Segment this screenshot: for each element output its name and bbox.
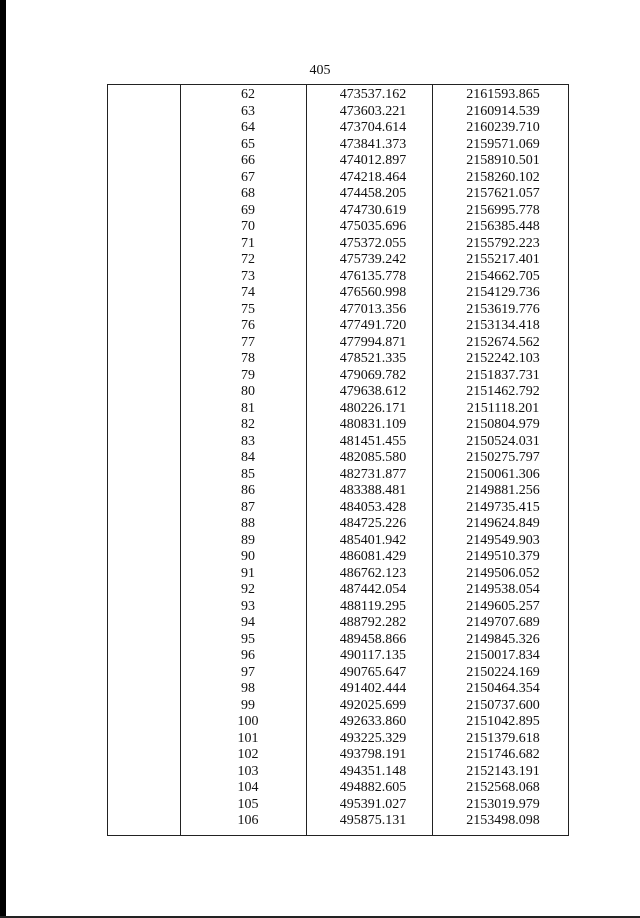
table-row: [108, 698, 568, 715]
point-number-cell: 64: [241, 120, 255, 135]
x-coordinate-cell: 490765.647: [339, 664, 407, 680]
table-row: [108, 368, 568, 385]
left-margin-rule: [0, 0, 6, 918]
y-coordinate-cell: 2149510.379: [466, 549, 540, 564]
x-coordinate-cell: 491402.444: [339, 681, 407, 696]
x-coordinate-cell: 480226.171: [339, 400, 407, 416]
y-coordinate-cell: 2152674.562: [466, 334, 540, 350]
y-coordinate-cell: 2154129.736: [466, 285, 540, 300]
table-row: [108, 203, 568, 220]
point-number-cell: 98: [241, 681, 255, 696]
x-coordinate-cell: 487442.054: [339, 582, 407, 597]
point-number-cell: 93: [241, 598, 255, 614]
table-row: [108, 780, 568, 797]
point-number-cell: 63: [241, 103, 255, 119]
y-coordinate-cell: 2156385.448: [466, 219, 540, 234]
x-coordinate-cell: 476135.778: [339, 268, 407, 284]
x-coordinate-cell: 492633.860: [339, 714, 407, 729]
x-coordinate-cell: 495875.131: [339, 813, 407, 828]
point-number-cell: 76: [241, 318, 255, 333]
point-number-cell: 89: [241, 532, 255, 548]
y-coordinate-cell: 2150061.306: [466, 466, 540, 482]
point-number-cell: 101: [237, 730, 259, 746]
table-row: [108, 104, 568, 121]
point-number-cell: 78: [241, 351, 255, 366]
point-number-cell: 77: [241, 334, 255, 350]
table-row: [108, 252, 568, 269]
table-row: [108, 137, 568, 154]
y-coordinate-cell: 2149549.903: [466, 532, 540, 548]
table-row: [108, 665, 568, 682]
point-number-cell: 73: [241, 268, 255, 284]
point-number-cell: 88: [241, 516, 255, 531]
y-coordinate-cell: 2151379.618: [466, 730, 540, 746]
y-coordinate-cell: 2149605.257: [466, 598, 540, 614]
point-number-cell: 106: [237, 813, 259, 828]
x-coordinate-cell: 494351.148: [339, 763, 407, 779]
table-row: [108, 120, 568, 137]
point-number-cell: 70: [241, 219, 255, 234]
table-row: [108, 302, 568, 319]
table-row: [108, 599, 568, 616]
x-coordinate-cell: 474218.464: [339, 169, 407, 185]
point-number-cell: 100: [237, 714, 259, 729]
x-coordinate-cell: 477013.356: [339, 301, 407, 317]
x-coordinate-cell: 495391.027: [339, 796, 407, 812]
y-coordinate-cell: 2152568.068: [466, 780, 540, 795]
y-coordinate-cell: 2149735.415: [466, 499, 540, 515]
page-number: 405: [309, 63, 331, 78]
table-row: [108, 417, 568, 434]
table-row: [108, 318, 568, 335]
x-coordinate-cell: 494882.605: [339, 780, 407, 795]
y-coordinate-cell: 2156995.778: [466, 202, 540, 218]
y-coordinate-cell: 2150737.600: [466, 697, 540, 713]
table-row: [108, 87, 568, 104]
table-row: [108, 714, 568, 731]
y-coordinate-cell: 2153019.979: [466, 796, 540, 812]
point-number-cell: 83: [241, 433, 255, 449]
point-number-cell: 90: [241, 549, 255, 564]
table-row: [108, 401, 568, 418]
point-number-cell: 87: [241, 499, 255, 515]
x-coordinate-cell: 488792.282: [339, 615, 407, 630]
table-row: [108, 335, 568, 352]
table-row: [108, 747, 568, 764]
x-coordinate-cell: 473841.373: [339, 136, 407, 152]
x-coordinate-cell: 480831.109: [339, 417, 407, 432]
table-row: [108, 384, 568, 401]
point-number-cell: 99: [241, 697, 255, 713]
point-number-cell: 96: [241, 648, 255, 663]
y-coordinate-cell: 2152143.191: [466, 763, 540, 779]
y-coordinate-cell: 2160239.710: [466, 120, 540, 135]
coordinate-table: [107, 84, 569, 836]
table-row: [108, 434, 568, 451]
table-row: [108, 615, 568, 632]
y-coordinate-cell: 2160914.539: [466, 103, 540, 119]
table-row: [108, 483, 568, 500]
y-coordinate-cell: 2149538.054: [466, 582, 540, 597]
point-number-cell: 86: [241, 483, 255, 498]
x-coordinate-cell: 475739.242: [339, 252, 407, 267]
y-coordinate-cell: 2151118.201: [466, 400, 540, 416]
x-coordinate-cell: 489458.866: [339, 631, 407, 647]
y-coordinate-cell: 2151837.731: [466, 367, 540, 383]
point-number-cell: 97: [241, 664, 255, 680]
point-number-cell: 104: [237, 780, 259, 795]
table-row: [108, 813, 568, 830]
y-coordinate-cell: 2150224.169: [466, 664, 540, 680]
y-coordinate-cell: 2151746.682: [466, 747, 540, 762]
point-number-cell: 94: [241, 615, 255, 630]
point-number-cell: 103: [237, 763, 259, 779]
y-coordinate-cell: 2149845.326: [466, 631, 540, 647]
y-coordinate-cell: 2153619.776: [466, 301, 540, 317]
y-coordinate-cell: 2154662.705: [466, 268, 540, 284]
table-row: [108, 186, 568, 203]
x-coordinate-cell: 488119.295: [340, 598, 406, 614]
table-row: [108, 269, 568, 286]
y-coordinate-cell: 2161593.865: [466, 87, 540, 102]
table-row: [108, 516, 568, 533]
y-coordinate-cell: 2149506.052: [466, 565, 540, 581]
table-row: [108, 566, 568, 583]
point-number-cell: 68: [241, 186, 255, 201]
x-coordinate-cell: 478521.335: [339, 351, 407, 366]
table-row: [108, 582, 568, 599]
x-coordinate-cell: 479069.782: [339, 367, 407, 383]
point-number-cell: 105: [237, 796, 259, 812]
table-body: [108, 87, 568, 830]
table-row: [108, 153, 568, 170]
x-coordinate-cell: 473704.614: [339, 120, 407, 135]
point-number-cell: 95: [241, 631, 255, 647]
x-coordinate-cell: 474730.619: [339, 202, 407, 218]
point-number-cell: 80: [241, 384, 255, 399]
point-number-cell: 79: [241, 367, 255, 383]
x-coordinate-cell: 484053.428: [339, 499, 407, 515]
y-coordinate-cell: 2151462.792: [466, 384, 540, 399]
y-coordinate-cell: 2150464.354: [466, 681, 540, 696]
point-number-cell: 85: [241, 466, 255, 482]
point-number-cell: 82: [241, 417, 255, 432]
y-coordinate-cell: 2155792.223: [466, 235, 540, 251]
x-coordinate-cell: 475035.696: [339, 219, 407, 234]
point-number-cell: 65: [241, 136, 255, 152]
x-coordinate-cell: 484725.226: [339, 516, 407, 531]
table-row: [108, 681, 568, 698]
x-coordinate-cell: 477491.720: [339, 318, 407, 333]
x-coordinate-cell: 481451.455: [339, 433, 407, 449]
table-row: [108, 549, 568, 566]
table-row: [108, 533, 568, 550]
x-coordinate-cell: 490117.135: [340, 648, 406, 663]
x-coordinate-cell: 493225.329: [339, 730, 407, 746]
y-coordinate-cell: 2149707.689: [466, 615, 540, 630]
table-row: [108, 467, 568, 484]
x-coordinate-cell: 493798.191: [339, 747, 407, 762]
x-coordinate-cell: 479638.612: [339, 384, 407, 399]
y-coordinate-cell: 2159571.069: [466, 136, 540, 152]
point-number-cell: 72: [241, 252, 255, 267]
point-number-cell: 74: [241, 285, 255, 300]
y-coordinate-cell: 2153134.418: [466, 318, 540, 333]
y-coordinate-cell: 2149881.256: [466, 483, 540, 498]
x-coordinate-cell: 492025.699: [339, 697, 407, 713]
table-row: [108, 170, 568, 187]
table-row: [108, 500, 568, 517]
x-coordinate-cell: 482085.580: [339, 450, 407, 465]
x-coordinate-cell: 482731.877: [339, 466, 407, 482]
x-coordinate-cell: 483388.481: [339, 483, 407, 498]
x-coordinate-cell: 477994.871: [339, 334, 407, 350]
table-row: [108, 632, 568, 649]
x-coordinate-cell: 473537.162: [339, 87, 407, 102]
y-coordinate-cell: 2150524.031: [466, 433, 540, 449]
point-number-cell: 102: [237, 747, 259, 762]
y-coordinate-cell: 2150804.979: [466, 417, 540, 432]
point-number-cell: 71: [241, 235, 255, 251]
point-number-cell: 67: [241, 169, 255, 185]
x-coordinate-cell: 476560.998: [339, 285, 407, 300]
table-row: [108, 236, 568, 253]
point-number-cell: 92: [241, 582, 255, 597]
y-coordinate-cell: 2151042.895: [466, 714, 540, 729]
y-coordinate-cell: 2152242.103: [466, 351, 540, 366]
x-coordinate-cell: 485401.942: [339, 532, 407, 548]
point-number-cell: 66: [241, 153, 255, 168]
table-row: [108, 219, 568, 236]
table-row: [108, 648, 568, 665]
y-coordinate-cell: 2150275.797: [466, 450, 540, 465]
point-number-cell: 81: [241, 400, 255, 416]
table-row: [108, 764, 568, 781]
x-coordinate-cell: 474012.897: [339, 153, 407, 168]
y-coordinate-cell: 2153498.098: [466, 813, 540, 828]
point-number-cell: 62: [241, 87, 255, 102]
y-coordinate-cell: 2157621.057: [466, 186, 540, 201]
x-coordinate-cell: 474458.205: [339, 186, 407, 201]
y-coordinate-cell: 2150017.834: [466, 648, 540, 663]
y-coordinate-cell: 2149624.849: [466, 516, 540, 531]
y-coordinate-cell: 2158260.102: [466, 169, 540, 185]
table-row: [108, 797, 568, 814]
point-number-cell: 75: [241, 301, 255, 317]
point-number-cell: 91: [241, 565, 255, 581]
table-row: [108, 731, 568, 748]
point-number-cell: 69: [241, 202, 255, 218]
y-coordinate-cell: 2158910.501: [466, 153, 540, 168]
point-number-cell: 84: [241, 450, 255, 465]
y-coordinate-cell: 2155217.401: [466, 252, 540, 267]
x-coordinate-cell: 473603.221: [339, 103, 407, 119]
x-coordinate-cell: 475372.055: [339, 235, 407, 251]
x-coordinate-cell: 486081.429: [339, 549, 407, 564]
table-row: [108, 351, 568, 368]
table-row: [108, 450, 568, 467]
x-coordinate-cell: 486762.123: [339, 565, 407, 581]
table-row: [108, 285, 568, 302]
